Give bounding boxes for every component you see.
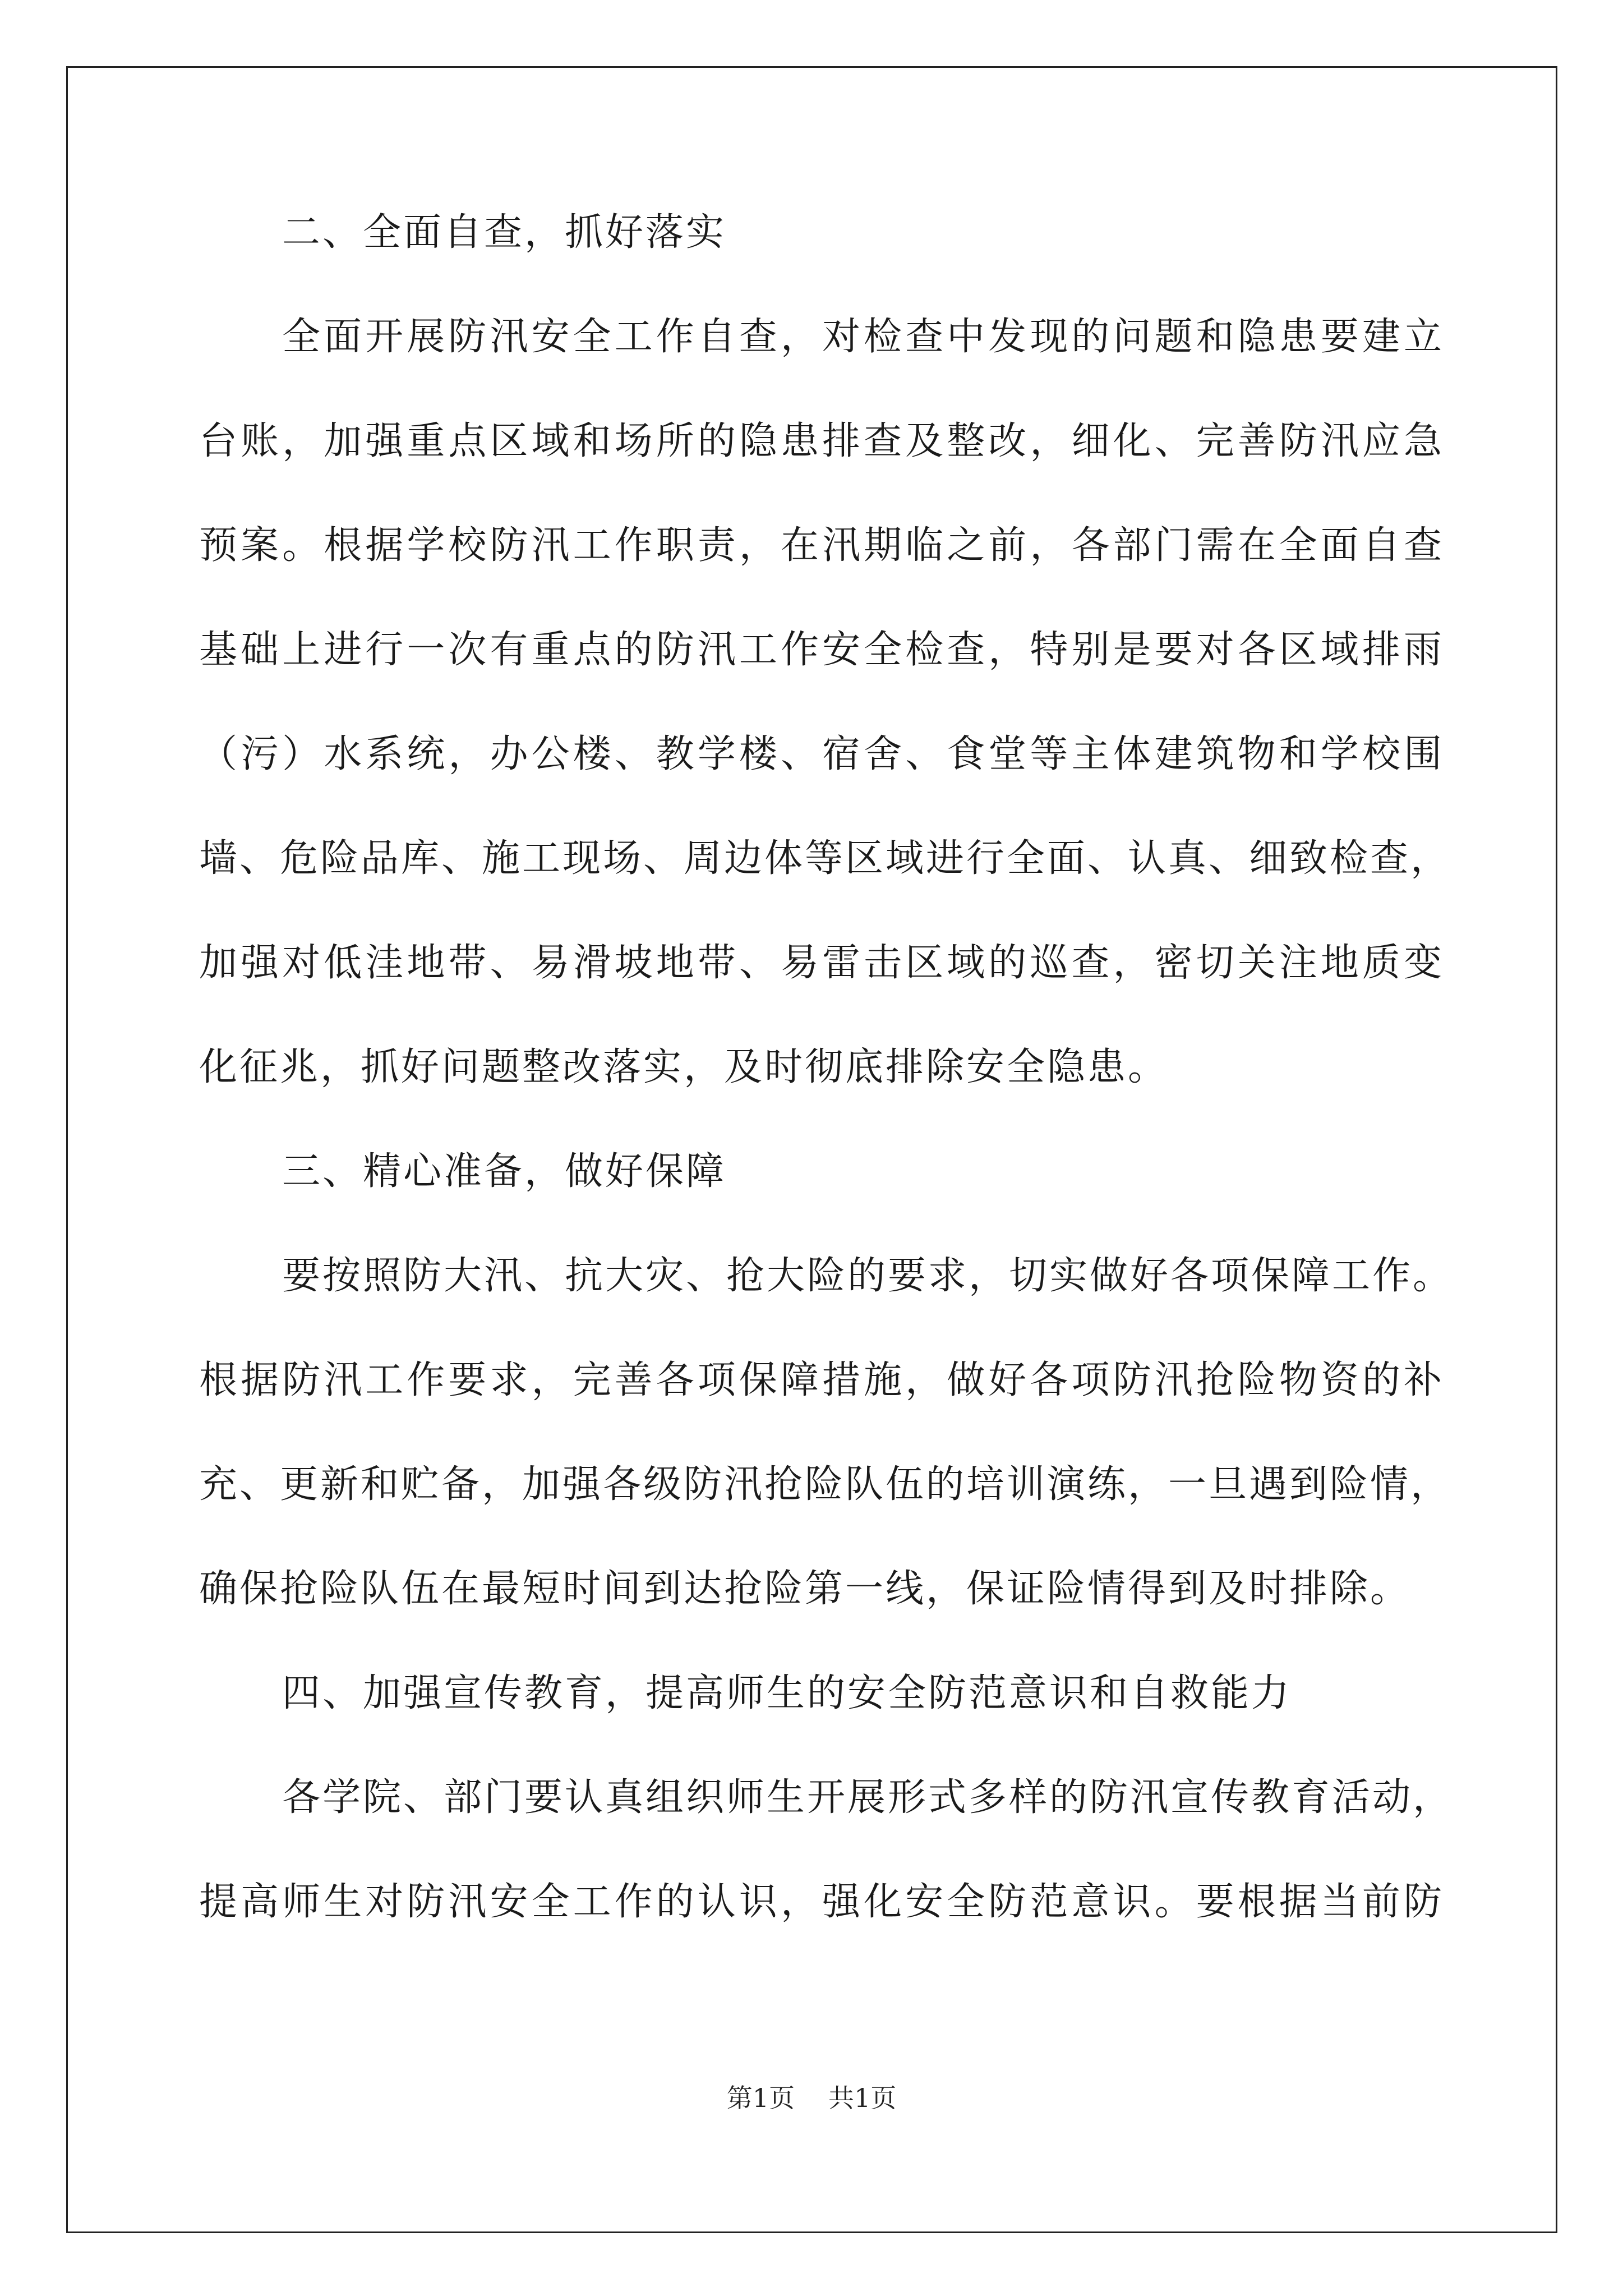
paragraph-line: 要按照防大汛、抗大灾、抢大险的要求，切实做好各项保障工作。	[282, 1254, 1454, 1298]
paragraph-line: 基础上进行一次有重点的防汛工作安全检查，特别是要对各区域排雨	[199, 628, 1444, 672]
paragraph-line: 根据防汛工作要求，完善各项保障措施，做好各项防汛抢险物资的补	[199, 1358, 1444, 1402]
paragraph-line: （污）水系统，办公楼、教学楼、宿舍、食堂等主体建筑物和学校围	[199, 732, 1444, 776]
paragraph-line: 确保抢险队伍在最短时间到达抢险第一线，保证险情得到及时排除。	[199, 1567, 1411, 1611]
paragraph-line: 提高师生对防汛安全工作的认识，强化安全防范意识。要根据当前防	[199, 1880, 1444, 1924]
document-body	[199, 208, 1454, 1981]
paragraph-line: 化征兆，抓好问题整改落实，及时彻底排除安全隐患。	[199, 1045, 1169, 1089]
page-total: 共1页	[828, 2083, 897, 2113]
paragraph-line: 充、更新和贮备，加强各级防汛抢险队伍的培训演练，一旦遇到险情，	[199, 1462, 1451, 1507]
paragraph-line: 加强对低洼地带、易滑坡地带、易雷击区域的巡查，密切关注地质变	[199, 941, 1444, 985]
paragraph-line: 各学院、部门要认真组织师生开展形式多样的防汛宣传教育活动，	[282, 1775, 1454, 1820]
paragraph-line: 台账，加强重点区域和场所的隐患排查及整改，细化、完善防汛应急	[199, 419, 1444, 463]
section-heading-4: 四、加强宣传教育，提高师生的安全防范意识和自救能力	[282, 1671, 1292, 1715]
paragraph-line: 预案。根据学校防汛工作职责，在汛期临之前，各部门需在全面自查	[199, 523, 1444, 568]
paragraph-line: 墙、危险品库、施工现场、周边体等区域进行全面、认真、细致检查，	[199, 836, 1451, 881]
section-heading-3: 三、精心准备，做好保障	[282, 1149, 727, 1194]
paragraph-line: 全面开展防汛安全工作自查，对检查中发现的问题和隐患要建立	[282, 315, 1444, 359]
section-heading-2: 二、全面自查，抓好落实	[282, 210, 727, 255]
page-number: 第1页	[726, 2083, 795, 2113]
page-footer	[0, 2081, 1623, 2115]
